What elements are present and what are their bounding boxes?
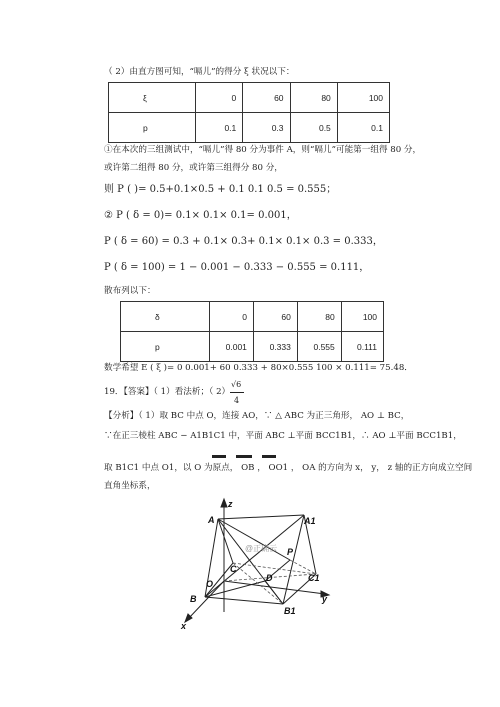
label-z: z xyxy=(228,499,233,509)
table-cell: 60 xyxy=(243,83,290,113)
watermark-text: @正确云 xyxy=(245,544,278,553)
analysis-line-3: 取 B1C1 中点 O1，以 O 为原点， OB ， OO1 ， OA 的方向为 x， y， z 轴的正方向成立空间 xyxy=(104,463,473,473)
text-line-1: （ 2）由直方图可知，“嗝儿”的得分 ξ 状况以下： xyxy=(104,67,295,77)
table-cell: 0 xyxy=(196,83,243,113)
table-cell: p xyxy=(121,332,210,362)
formula-line-5: ② P ( δ = 0)= 0.1× 0.1× 0.1= 0.001， xyxy=(104,210,297,221)
z-axis-arrow-icon xyxy=(221,499,227,507)
table-cell: 0.111 xyxy=(341,332,383,362)
label-P: P xyxy=(287,547,294,557)
label-A1: A1 xyxy=(304,516,316,526)
label-y: y xyxy=(322,594,328,604)
text-line-3: 或许第二组得 80 分，或许第三组得分 80 分， xyxy=(104,163,283,173)
table-cell: 0 xyxy=(210,302,254,332)
table-cell: 0.5 xyxy=(290,113,337,143)
answer-fraction-numerator: √6 xyxy=(231,380,242,389)
table-cell: 0.1 xyxy=(337,113,389,143)
table-cell: 0.001 xyxy=(210,332,254,362)
formula-line-4: 则 P ( )= 0.5+0.1×0.5 + 0.1 0.1 0.5 = 0.555； xyxy=(104,184,337,195)
formula-line-6: P ( δ = 60) = 0.3 + 0.1× 0.3+ 0.1× 0.1× 0.3 = 0.333， xyxy=(104,236,383,247)
label-x: x xyxy=(181,621,187,631)
table-cell: 100 xyxy=(341,302,383,332)
table-cell: 0.3 xyxy=(243,113,290,143)
label-C: C xyxy=(230,564,237,574)
table-cell: 0.555 xyxy=(297,332,341,362)
text-line-8: 散布列以下： xyxy=(104,286,156,296)
text-line-2: ①在本次的三组测试中，“嗝儿”得 80 分为事件 A，则“嗝儿”可能第一组得 80 分， xyxy=(104,145,422,155)
analysis-line-2: ∵在正三棱柱 ABC − A1B1C1 中，平面 ABC ⊥平面 BCC1B1，∴ AO ⊥平面 BCC1B1， xyxy=(104,431,462,441)
formula-line-7: P ( δ = 100) = 1 − 0.001 − 0.333 − 0.555 = 0.111， xyxy=(104,262,370,273)
table-cell: 0.333 xyxy=(253,332,297,362)
table-cell: 60 xyxy=(253,302,297,332)
table-cell: ξ xyxy=(109,83,196,113)
answer-fraction-denominator: 4 xyxy=(234,396,240,405)
label-D: D xyxy=(266,573,273,583)
label-A: A xyxy=(208,515,215,525)
table-cell: 0.1 xyxy=(196,113,243,143)
analysis-line-1: 【分析】（ 1）取 BC 中点 O，连接 AO，∵ △ ABC 为正三角形， AO ⊥ BC， xyxy=(104,411,410,421)
table-cell: p xyxy=(109,113,196,143)
answer-line: 19．【答案】（ 1）看法析；（ 2） xyxy=(104,387,231,397)
label-B: B xyxy=(190,594,197,604)
table-cell: δ xyxy=(121,302,210,332)
label-C1: C1 xyxy=(308,573,320,583)
label-O: O xyxy=(206,579,214,589)
table-cell: 80 xyxy=(297,302,341,332)
table-cell: 80 xyxy=(290,83,337,113)
formula-line-9: 数学希望 E ( ξ )= 0 0.001+ 60 0.333 + 80×0.555 100 × 0.111= 75.48． xyxy=(104,363,413,373)
analysis-line-4: 直角坐标系， xyxy=(104,481,156,491)
table-cell: 100 xyxy=(337,83,389,113)
label-B1: B1 xyxy=(284,606,296,616)
